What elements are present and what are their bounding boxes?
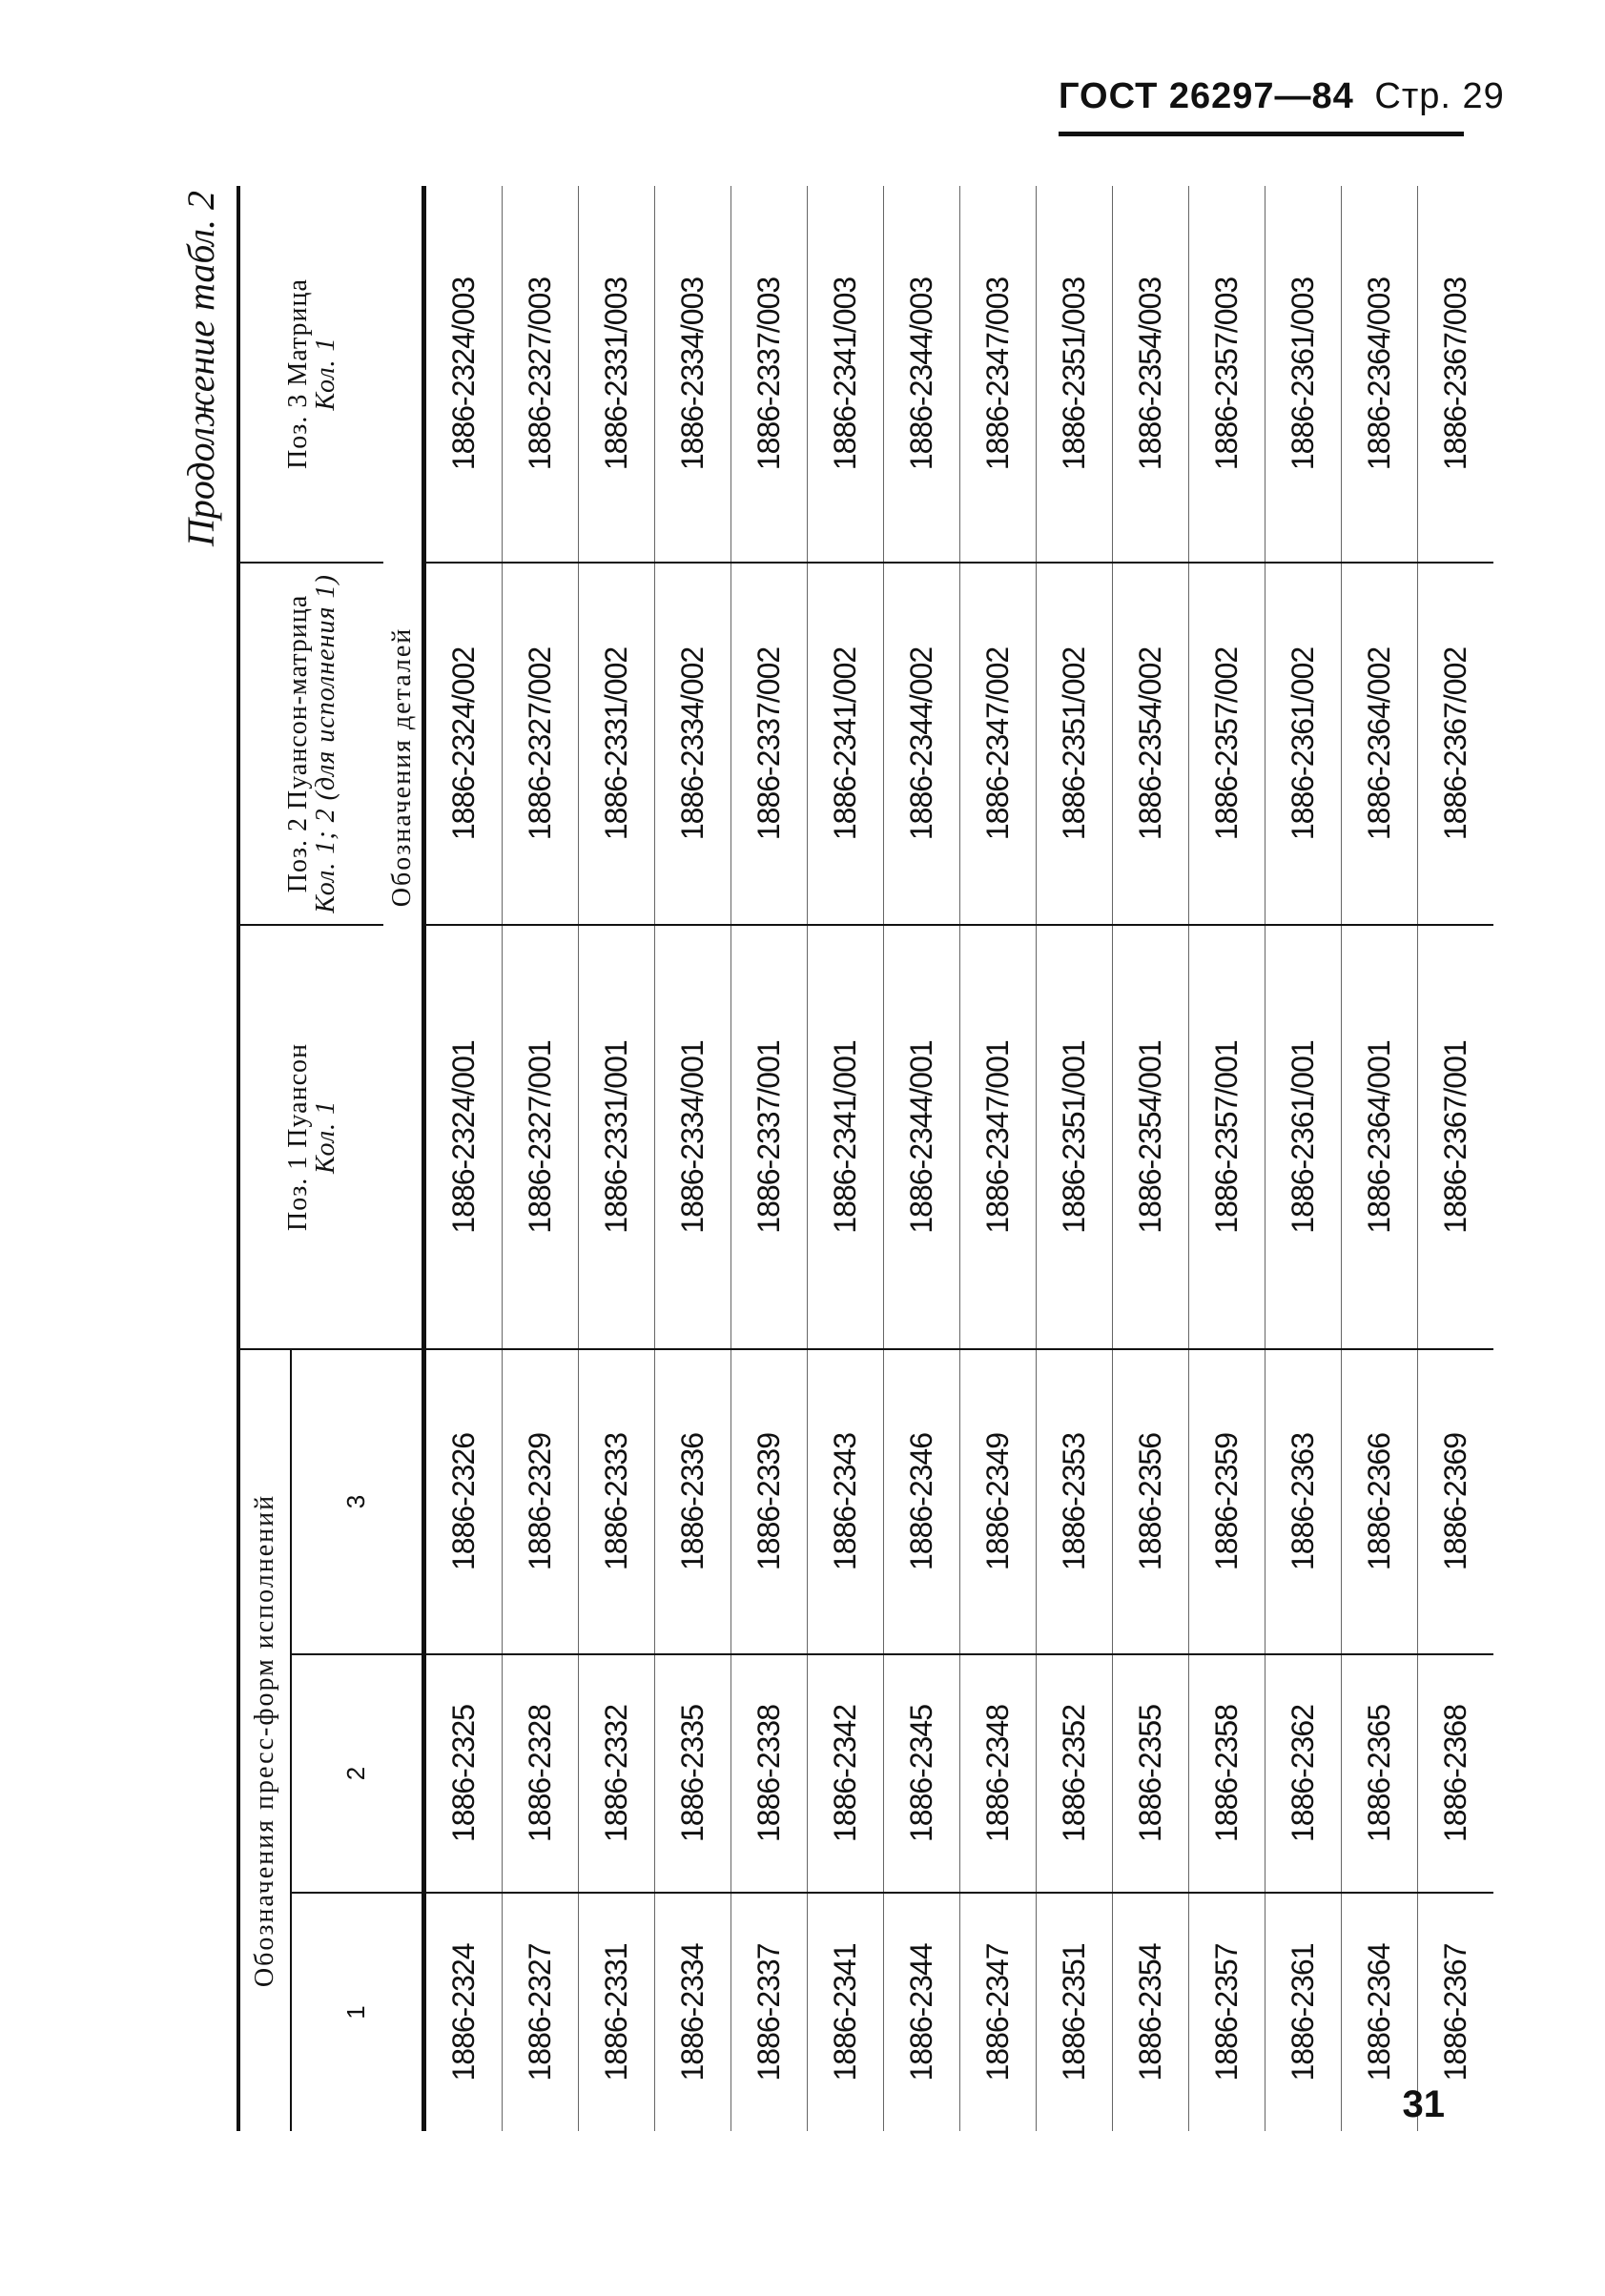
table-cell: 1886-2352 bbox=[1037, 1654, 1113, 1893]
table-cell: 1886-2362 bbox=[1265, 1654, 1342, 1893]
table-cell: 1886-2333 bbox=[579, 1349, 655, 1654]
table-cell: 1886-2361/002 bbox=[1265, 563, 1342, 925]
table-cell: 1886-2355 bbox=[1113, 1654, 1189, 1893]
table-cell: 1886-2346 bbox=[884, 1349, 960, 1654]
table-cell: 1886-2341 bbox=[808, 1893, 884, 2131]
table-cell: 1886-2347/002 bbox=[960, 563, 1037, 925]
table-row bbox=[1037, 186, 1113, 2131]
table-cell: 1886-2331/002 bbox=[579, 563, 655, 925]
table-cell: 1886-2351/001 bbox=[1037, 925, 1113, 1349]
table-cell: 1886-2367/003 bbox=[1418, 186, 1494, 563]
table-cell: 1886-2361/001 bbox=[1265, 925, 1342, 1349]
table-cell: 1886-2324/003 bbox=[424, 186, 503, 563]
table-cell: 1886-2338 bbox=[731, 1654, 808, 1893]
table-cell: 1886-2337/003 bbox=[731, 186, 808, 563]
table-cell: 1886-2325 bbox=[424, 1654, 503, 1893]
table-cell: 1886-2334/002 bbox=[655, 563, 731, 925]
subheader-2: 2 bbox=[291, 1654, 424, 1893]
table-cell: 1886-2347/001 bbox=[960, 925, 1037, 1349]
table-cell: 1886-2331/001 bbox=[579, 925, 655, 1349]
table-cell: 1886-2327 bbox=[503, 1893, 579, 2131]
table-cell: 1886-2336 bbox=[655, 1349, 731, 1654]
table-row bbox=[424, 186, 503, 2131]
table-cell: 1886-2353 bbox=[1037, 1349, 1113, 1654]
part-header-pos1-title: Поз. 1 Пуансон bbox=[282, 1043, 313, 1231]
table-cell: 1886-2367 bbox=[1418, 1893, 1494, 2131]
table-row bbox=[1342, 186, 1418, 2131]
table-row bbox=[1113, 186, 1189, 2131]
designations-table bbox=[237, 186, 1493, 2131]
subheader-3: 3 bbox=[291, 1349, 424, 1654]
table-cell: 1886-2368 bbox=[1418, 1654, 1494, 1893]
table-cell: 1886-2324 bbox=[446, 1943, 481, 2081]
table-row bbox=[960, 186, 1037, 2131]
table-cell: 1886-2331 bbox=[579, 1893, 655, 2131]
table-cell: 1886-2357 bbox=[1189, 1893, 1265, 2131]
table-cell: 1886-2357/001 bbox=[1189, 925, 1265, 1349]
table-cell: 1886-2354/001 bbox=[1113, 925, 1189, 1349]
table-cell: 1886-2345 bbox=[884, 1654, 960, 1893]
page-header bbox=[1059, 76, 1505, 136]
table-row bbox=[808, 186, 884, 2131]
table-cell: 1886-2334/003 bbox=[655, 186, 731, 563]
standard-designation: ГОСТ 26297—84 bbox=[1059, 76, 1354, 116]
table-cell: 1886-2369 bbox=[1418, 1349, 1494, 1654]
table-cell: 1886-2367/001 bbox=[1418, 925, 1494, 1349]
parts-group-header: Обозначения деталей bbox=[383, 186, 424, 1349]
table-row bbox=[579, 186, 655, 2131]
table-cell: 1886-2357/003 bbox=[1189, 186, 1265, 563]
part-header-pos1 bbox=[238, 925, 383, 1349]
table-row bbox=[1418, 186, 1494, 2131]
table-cell: 1886-2334/001 bbox=[655, 925, 731, 1349]
part-header-pos1-qty: Кол. 1 bbox=[311, 1099, 340, 1175]
table-cell: 1886-2367/002 bbox=[1418, 563, 1494, 925]
table-cell: 1886-2327/003 bbox=[503, 186, 579, 563]
table-cell: 1886-2354/003 bbox=[1113, 186, 1189, 563]
table-cell: 1886-2341/003 bbox=[808, 186, 884, 563]
table-cell: 1886-2328 bbox=[503, 1654, 579, 1893]
table-row bbox=[655, 186, 731, 2131]
part-header-pos2 bbox=[238, 563, 383, 925]
header-page-label: Стр. 29 bbox=[1374, 76, 1505, 116]
table-cell: 1886-2354 bbox=[1113, 1893, 1189, 2131]
table-cell: 1886-2348 bbox=[960, 1654, 1037, 1893]
table-cell: 1886-2356 bbox=[1113, 1349, 1189, 1654]
table-cell: 1886-2344 bbox=[884, 1893, 960, 2131]
table-cell: 1886-2327/002 bbox=[503, 563, 579, 925]
part-header-pos2-title: Поз. 2 Пуансон-матрица bbox=[282, 594, 313, 893]
table-cell: 1886-2344/002 bbox=[884, 563, 960, 925]
table-cell: 1886-2349 bbox=[960, 1349, 1037, 1654]
molds-group-header: Обозначения пресс-форм исполнений bbox=[238, 1349, 291, 2131]
table-cell: 1886-2364/003 bbox=[1342, 186, 1418, 563]
table-row bbox=[1265, 186, 1342, 2131]
table-cell: 1886-2327/001 bbox=[503, 925, 579, 1349]
table-cell: 1886-2359 bbox=[1189, 1349, 1265, 1654]
table-cell: 1886-2337 bbox=[731, 1893, 808, 2131]
table-cell: 1886-2361 bbox=[1265, 1893, 1342, 2131]
table-cell: 1886-2364 bbox=[1342, 1893, 1418, 2131]
table-row bbox=[731, 186, 808, 2131]
table-row bbox=[1189, 186, 1265, 2131]
table-cell: 1886-2365 bbox=[1342, 1654, 1418, 1893]
table-cell: 1886-2339 bbox=[731, 1349, 808, 1654]
table-row bbox=[503, 186, 579, 2131]
table-caption: Продолжение табл. 2 bbox=[179, 191, 222, 547]
table-cell: 1886-2342 bbox=[808, 1654, 884, 1893]
part-header-pos3-title: Поз. 3 Матрица bbox=[282, 278, 313, 469]
table-cell: 1886-2344/003 bbox=[884, 186, 960, 563]
table-cell: 1886-2351 bbox=[1037, 1893, 1113, 2131]
rotated-table-block bbox=[172, 186, 1478, 2131]
table-cell: 1886-2332 bbox=[579, 1654, 655, 1893]
table-cell: 1886-2335 bbox=[655, 1654, 731, 1893]
table-cell: 1886-2341/001 bbox=[808, 925, 884, 1349]
table-cell: 1886-2357/002 bbox=[1189, 563, 1265, 925]
table-cell: 1886-2343 bbox=[808, 1349, 884, 1654]
part-header-pos2-qty: Кол. 1; 2 (для исполнения 1) bbox=[311, 574, 340, 913]
table-cell: 1886-2341/002 bbox=[808, 563, 884, 925]
table-cell: 1886-2324/002 bbox=[424, 563, 503, 925]
table-cell: 1886-2347/003 bbox=[960, 186, 1037, 563]
table-cell: 1886-2351/002 bbox=[1037, 563, 1113, 925]
table-cell: 1886-2324/001 bbox=[424, 925, 503, 1349]
table-cell: 1886-2347 bbox=[960, 1893, 1037, 2131]
table-cell: 1886-2364/001 bbox=[1342, 925, 1418, 1349]
table-cell: 1886-2329 bbox=[503, 1349, 579, 1654]
table-cell: 1886-2331/003 bbox=[579, 186, 655, 563]
page-number: 31 bbox=[1402, 2083, 1445, 2125]
part-header-pos3-qty: Кол. 1 bbox=[311, 337, 340, 411]
table-cell: 1886-2344/001 bbox=[884, 925, 960, 1349]
table-cell: 1886-2337/002 bbox=[731, 563, 808, 925]
part-header-pos3 bbox=[238, 186, 383, 563]
table-cell: 1886-2326 bbox=[424, 1349, 503, 1654]
table-cell: 1886-2337/001 bbox=[731, 925, 808, 1349]
table-cell: 1886-2363 bbox=[1265, 1349, 1342, 1654]
table-cell: 1886-2361/003 bbox=[1265, 186, 1342, 563]
table-cell: 1886-2351/003 bbox=[1037, 186, 1113, 563]
table-cell: 1886-2334 bbox=[655, 1893, 731, 2131]
table-cell: 1886-2364/002 bbox=[1342, 563, 1418, 925]
table-cell: 1886-2358 bbox=[1189, 1654, 1265, 1893]
table-row bbox=[884, 186, 960, 2131]
subheader-1: 1 bbox=[291, 1893, 424, 2131]
table-cell: 1886-2366 bbox=[1342, 1349, 1418, 1654]
table-cell: 1886-2354/002 bbox=[1113, 563, 1189, 925]
